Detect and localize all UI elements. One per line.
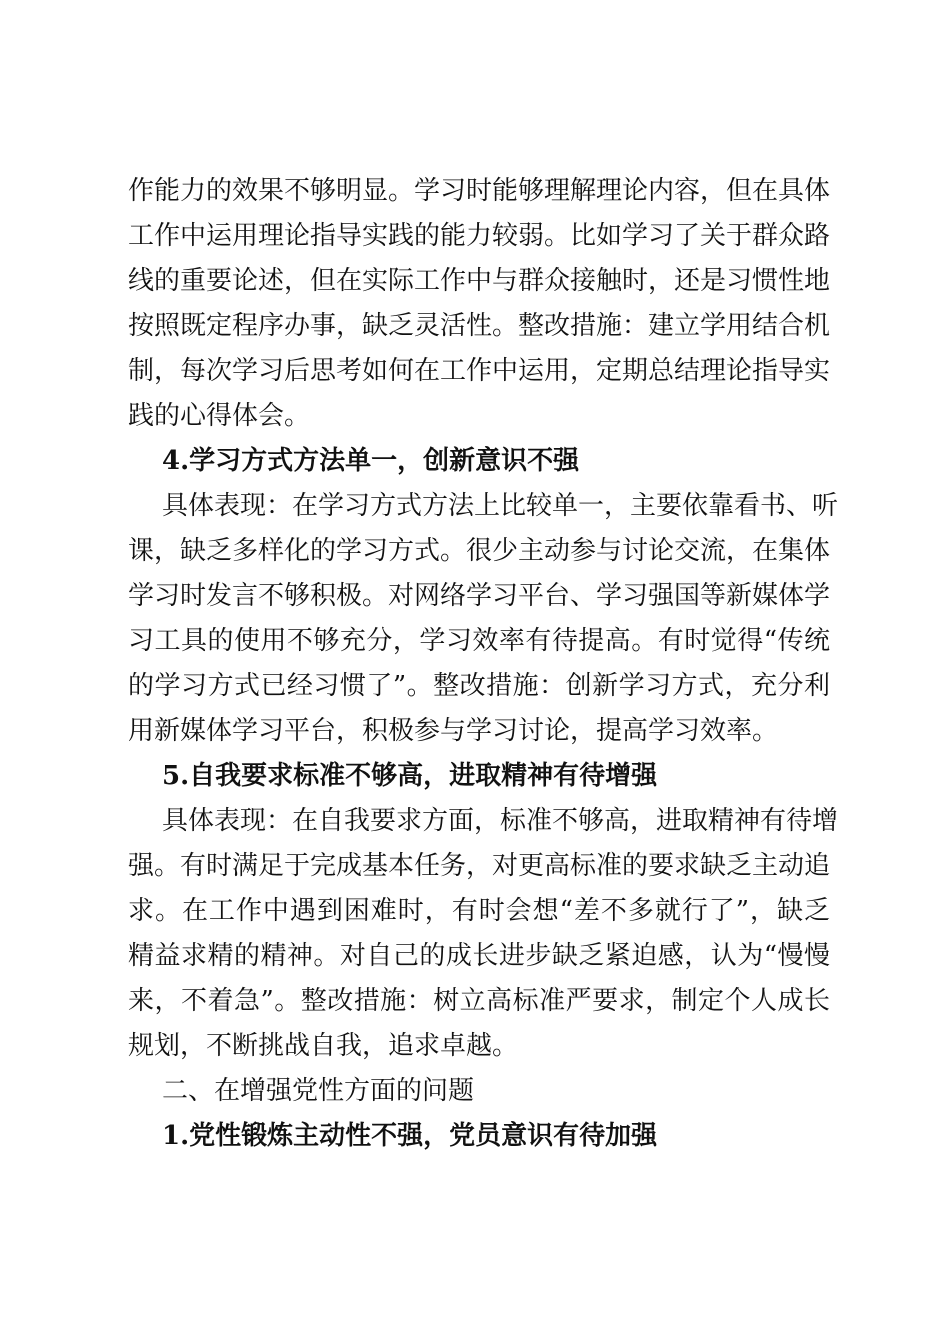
text-line: 按照既定程序办事，缺乏灵活性。整改措施：建立学用结合机 <box>128 311 831 341</box>
subheading-5: 5.自我要求标准不够高，进取精神有待增强 <box>162 761 658 791</box>
text-line: 求。在工作中遇到困难时，有时会想“差不多就行了”，缺乏 <box>128 896 830 926</box>
text-line: 具体表现：在自我要求方面，标准不够高，进取精神有待增 <box>162 806 839 836</box>
subheading-4: 4.学习方式方法单一，创新意识不强 <box>162 446 580 476</box>
text-line: 强。有时满足于完成基本任务，对更高标准的要求缺乏主动追 <box>128 851 831 881</box>
text-line: 课，缺乏多样化的学习方式。很少主动参与讨论交流，在集体 <box>128 536 831 566</box>
paragraph <box>128 799 839 1069</box>
text-line: 作能力的效果不够明显。学习时能够理解理论内容，但在具体 <box>128 176 831 206</box>
section-heading: 二、在增强党性方面的问题 <box>162 1076 475 1106</box>
text-line: 规划，不断挑战自我，追求卓越。 <box>128 1031 519 1061</box>
text-line: 具体表现：在学习方式方法上比较单一，主要依靠看书、听 <box>162 491 839 521</box>
document-body <box>128 169 839 1159</box>
text-line: 学习时发言不够积极。对网络学习平台、学习强国等新媒体学 <box>128 581 831 611</box>
text-line: 来，不着急”。整改措施：树立高标准严要求，制定个人成长 <box>128 986 830 1016</box>
paragraph <box>128 484 839 754</box>
text-line: 精益求精的精神。对自己的成长进步缺乏紧迫感，认为“慢慢 <box>128 941 830 971</box>
subheading-1: 1.党性锻炼主动性不强，党员意识有待加强 <box>162 1121 658 1151</box>
text-line: 制，每次学习后思考如何在工作中运用，定期总结理论指导实 <box>128 356 831 386</box>
text-line: 习工具的使用不够充分，学习效率有待提高。有时觉得“传统 <box>128 626 830 656</box>
text-line: 用新媒体学习平台，积极参与学习讨论，提高学习效率。 <box>128 716 779 746</box>
text-line: 的学习方式已经习惯了”。整改措施：创新学习方式，充分利 <box>128 671 830 701</box>
text-line: 践的心得体会。 <box>128 401 311 431</box>
text-line: 线的重要论述，但在实际工作中与群众接触时，还是习惯性地 <box>128 266 831 296</box>
text-line: 工作中运用理论指导实践的能力较弱。比如学习了关于群众路 <box>128 221 831 251</box>
paragraph <box>128 169 830 439</box>
